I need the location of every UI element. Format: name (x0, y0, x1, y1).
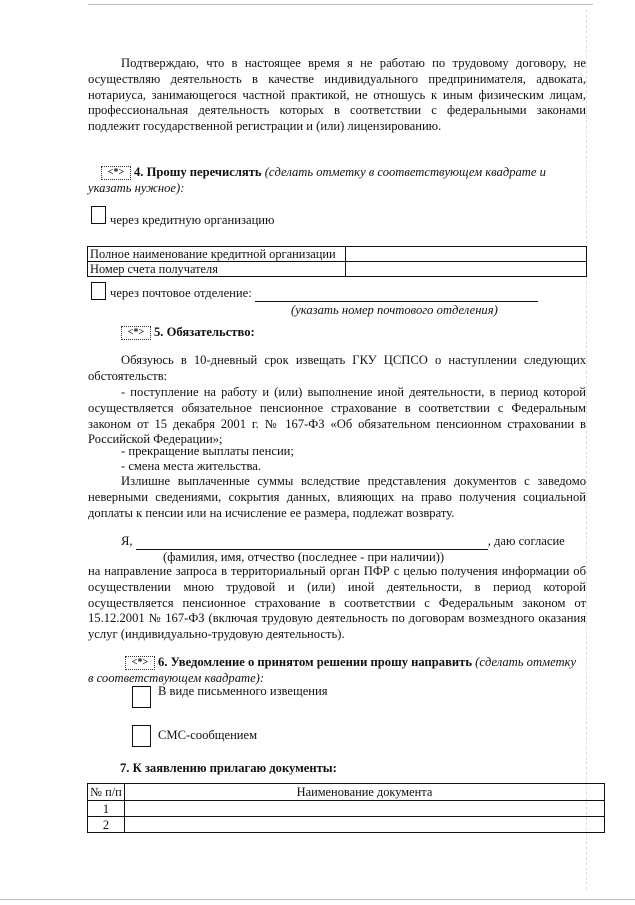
sms-option-label: СМС-сообщением (158, 728, 258, 742)
bank-name-field[interactable] (346, 247, 587, 262)
obligation-intro (88, 353, 586, 385)
section4-marker: <*> (101, 166, 131, 180)
bank-details-table (87, 246, 587, 277)
consent-paragraph (88, 564, 586, 643)
section6-heading (125, 655, 576, 670)
table-row (88, 801, 605, 817)
section6-hint-cont: в соответствующем квадрате): (88, 671, 265, 685)
confirmation-text: Подтверждаю, что в настоящее время я не работаю по трудовому договору, не осуществляю деятельность в качестве индивидуального предпринимателя, адвоката, нотариуса, занимающегося частной практикой, не отношусь к иным физическим лицам, профессиональная деятельность которых в соответствии с федеральными законами подлежит государственной регистрации и (или) лицензированию. (88, 56, 586, 134)
post-office-field[interactable] (255, 286, 538, 302)
refund-paragraph (88, 474, 586, 521)
letter-option-label: В виде письменного извещения (158, 684, 328, 698)
post-option-row (110, 286, 538, 302)
post-office-hint: (указать номер почтового отделения) (291, 303, 498, 317)
section6-marker: <*> (125, 656, 155, 670)
col-name-header: Наименование документа (125, 784, 605, 801)
section7-title: 7. К заявлению прилагаю документы: (120, 761, 337, 775)
section4-heading (101, 165, 546, 180)
section6-hint: (сделать отметку (475, 655, 577, 669)
row-num: 2 (88, 817, 125, 833)
consent-text: на направление запроса в территориальный орган ПФР с целью получения информации об осуществлении мною трудовой и (или) иной деятельности, в период которой осуществляется пенсионное страхование в соответствии с Федеральным законом от 15.12.2001 № 167-ФЗ (включая трудовую деятельность по договорам возмездного оказания услуг (индивидуально-трудовую деятельность). (88, 564, 586, 642)
table-header-row (88, 784, 605, 801)
consent-suffix: , даю согласие (487, 534, 565, 548)
confirmation-paragraph (88, 56, 586, 135)
section4-hint: (сделать отметку в соответствующем квадрате и (264, 165, 546, 179)
obligation-item1-text: - поступление на работу и (или) выполнение иной деятельности, в период которой осуществляется обязательное пенсионное страхование в соответствии с Федеральным законом от 15 декабря 2001 г. № 167-ФЗ «Об обязательном пенсионном страховании в Российской Федерации»; (88, 385, 586, 447)
top-border (88, 4, 593, 5)
page-edge (586, 10, 588, 890)
obligation-item-stop: - прекращение выплаты пенсии; (121, 444, 294, 458)
section4-title: 4. Прошу перечислять (134, 165, 262, 179)
consent-row (121, 534, 565, 550)
bank-option-checkbox[interactable] (91, 206, 106, 224)
obligation-item-employment (88, 385, 586, 448)
table-row (88, 817, 605, 833)
section5-heading (121, 325, 255, 340)
consent-prefix: Я, (121, 534, 133, 548)
full-name-hint: (фамилия, имя, отчество (последнее - при наличии)) (163, 550, 445, 564)
account-number-label: Номер счета получателя (88, 262, 346, 277)
table-row (88, 247, 587, 262)
refund-text: Излишне выплаченные суммы вследствие представления документов с заведомо неверными сведениями, сокрытия данных, влияющих на право получения социальной доплаты к пенсии или на исчисление ее размера, подлежат возврату. (88, 474, 586, 520)
documents-table (87, 783, 605, 833)
row-num: 1 (88, 801, 125, 817)
letter-option-checkbox[interactable] (132, 686, 151, 708)
bottom-border (0, 899, 635, 900)
account-number-field[interactable] (346, 262, 587, 277)
table-row (88, 262, 587, 277)
obligation-item-move: - смена места жительства. (121, 459, 262, 473)
post-option-checkbox[interactable] (91, 282, 106, 300)
section4-hint-cont: указать нужное): (88, 181, 185, 195)
bank-name-label: Полное наименование кредитной организации (88, 247, 346, 262)
bank-option-label: через кредитную организацию (110, 213, 275, 227)
document-name-field[interactable] (125, 817, 605, 833)
document-name-field[interactable] (125, 801, 605, 817)
obligation-intro-text: Обязуюсь в 10-дневный срок извещать ГКУ ЦСПСО о наступлении следующих обстоятельств: (88, 353, 586, 383)
section6-title: 6. Уведомление о принятом решении прошу направить (158, 655, 472, 669)
section5-marker: <*> (121, 326, 151, 340)
sms-option-checkbox[interactable] (132, 725, 151, 747)
post-option-label: через почтовое отделение: (110, 286, 252, 300)
full-name-field[interactable] (136, 534, 488, 550)
col-num-header: № п/п (88, 784, 125, 801)
section5-title: 5. Обязательство: (154, 325, 255, 339)
